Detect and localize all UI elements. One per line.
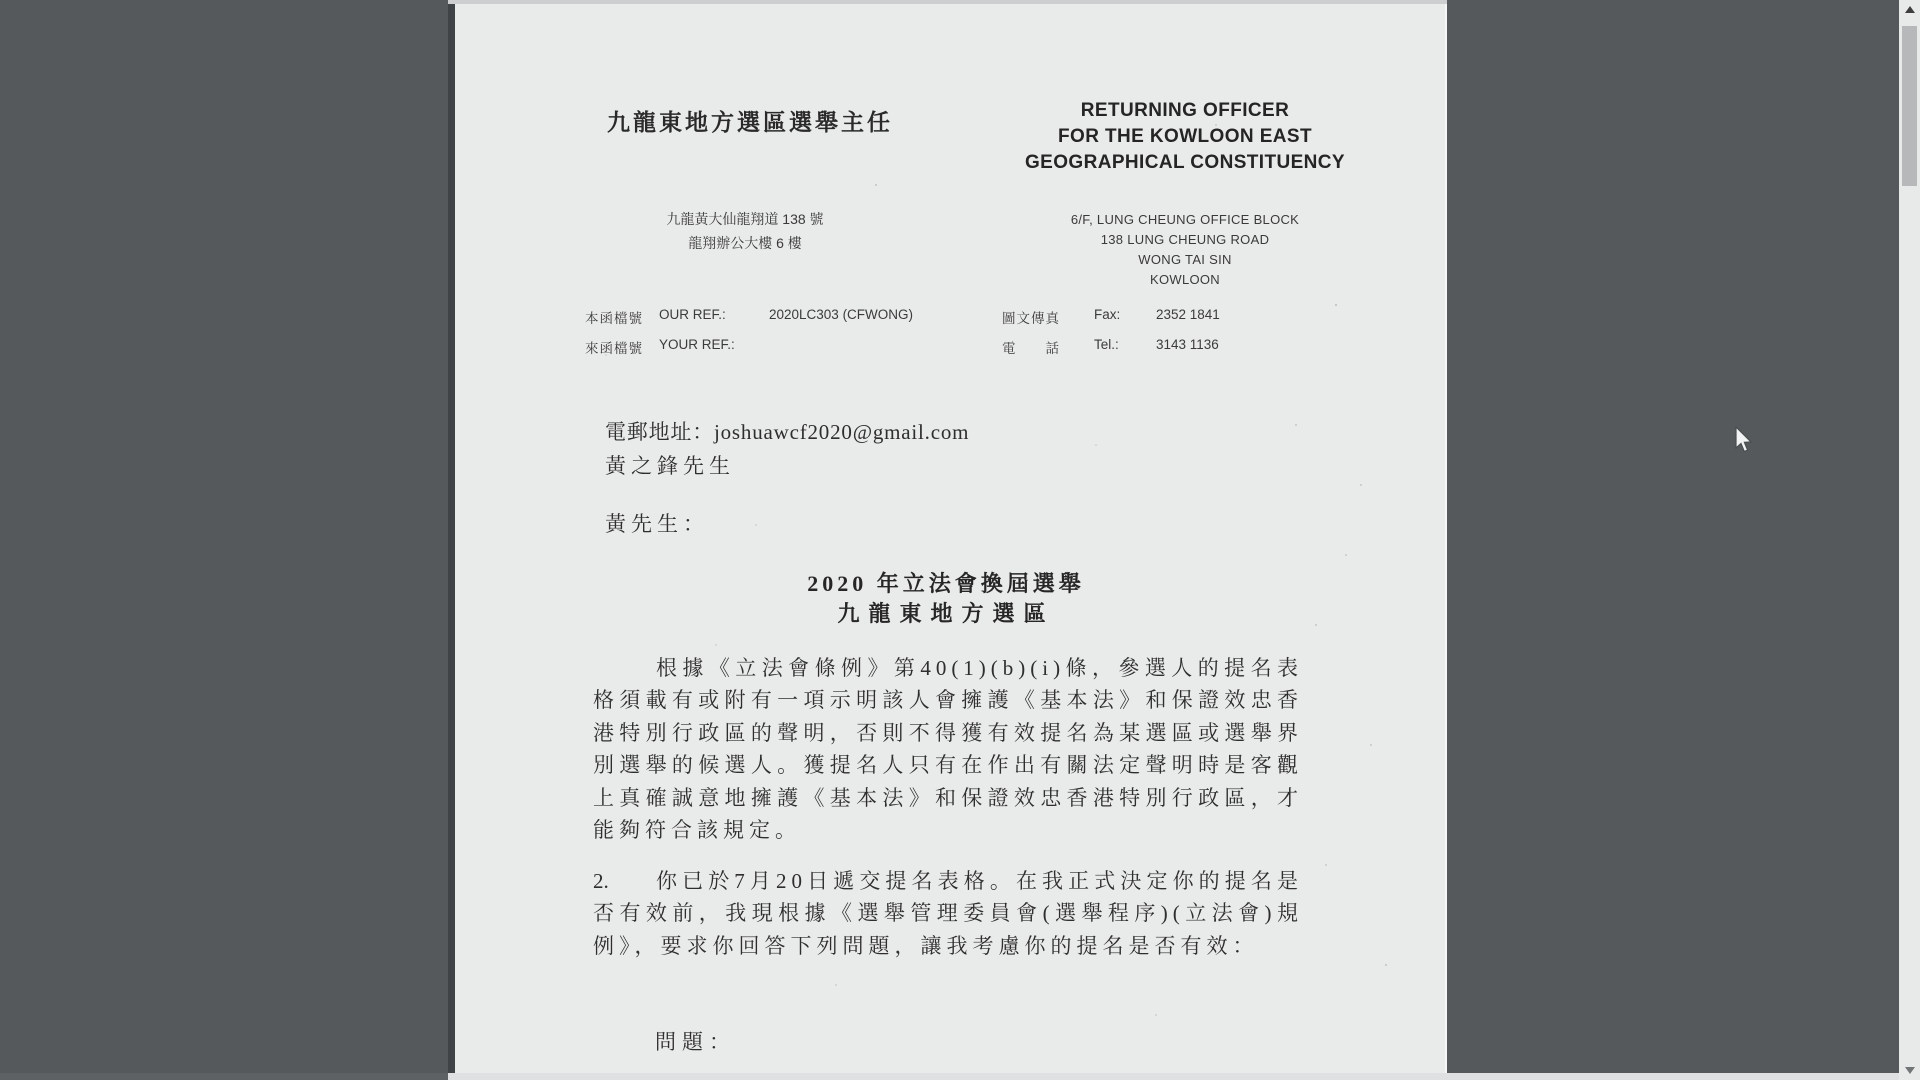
office-address-zh-line: 九龍黃大仙龍翔道 138 號 xyxy=(666,211,824,227)
office-title-en xyxy=(985,98,1385,176)
tel-value: 3143 1136 xyxy=(1156,337,1219,352)
office-address-en-line: WONG TAI SIN xyxy=(1138,252,1232,267)
document-page xyxy=(448,4,1447,1073)
office-title-en-line: FOR THE KOWLOON EAST xyxy=(1058,126,1312,147)
office-address-en-line: KOWLOON xyxy=(1150,272,1220,287)
office-address-zh-line: 龍翔辦公大樓 6 樓 xyxy=(688,235,802,251)
vertical-scrollbar-thumb[interactable] xyxy=(1902,26,1917,186)
office-address-en-line: 6/F, LUNG CHEUNG OFFICE BLOCK xyxy=(1070,212,1300,227)
vertical-scrollbar-track[interactable] xyxy=(1899,0,1920,1080)
office-address-zh xyxy=(595,207,895,255)
office-title-zh: 九龍東地方選區選舉主任 xyxy=(607,109,893,135)
scroll-down-arrow-icon[interactable] xyxy=(1905,1067,1915,1074)
our-ref-label-zh: 本函檔號 xyxy=(585,311,643,326)
question-label: 問題： xyxy=(655,1030,736,1054)
our-ref-label-en: OUR REF.: xyxy=(659,307,726,322)
paragraph-2-number: 2. xyxy=(593,869,609,893)
salutation: 黃先生： xyxy=(605,512,709,536)
recipient-email-line: 電郵地址：joshuawcf2020@gmail.com xyxy=(605,420,970,444)
subject-line-2: 九龍東地方選區 xyxy=(837,601,1055,626)
paragraph-1: 根據《立法會條例》第40(1)(b)(i)條，參選人的提名表格須載有或附有一項示明該人會擁護《基本法》和保證效忠香港特別行政區的聲明，否則不得獲有效提名為某選區或選舉界別選舉的候選人。獲提名人只有在作出有關法定聲明時是客觀上真確誠意地擁護《基本法》和保證效忠香港特別行政區，才能夠符合該規定。 xyxy=(593,656,1303,843)
fax-value: 2352 1841 xyxy=(1156,307,1220,322)
scan-noise xyxy=(455,4,457,6)
office-address-en xyxy=(1010,210,1360,290)
paragraph-2 xyxy=(593,865,1303,962)
our-ref-value: 2020LC303 (CFWONG) xyxy=(769,307,914,322)
your-ref-label-en: YOUR REF.: xyxy=(659,337,735,352)
paragraph-2-text: 你已於7月20日遞交提名表格。在我正式決定你的提名是否有效前，我現根據《選舉管理委員會(選舉程序)(立法會)規例》，要求你回答下列問題，讓我考慮你的提名是否有效： xyxy=(593,869,1303,958)
subject-block xyxy=(593,569,1299,629)
tel-label-en: Tel.: xyxy=(1094,337,1119,352)
scroll-up-arrow-icon[interactable] xyxy=(1905,6,1915,13)
horizontal-scrollbar-track[interactable] xyxy=(448,1073,1899,1080)
office-title-en-line: GEOGRAPHICAL CONSTITUENCY xyxy=(1024,152,1345,173)
fax-label-zh: 圖文傳真 xyxy=(1002,311,1060,326)
office-address-en-line: 138 LUNG CHEUNG ROAD xyxy=(1100,232,1270,247)
fax-label-en: Fax: xyxy=(1094,307,1121,322)
horizontal-scrollbar-gutter xyxy=(0,1073,448,1080)
your-ref-label-zh: 來函檔號 xyxy=(585,341,643,356)
mouse-cursor-icon xyxy=(1734,426,1756,458)
recipient-name: 黃之鋒先生 xyxy=(605,454,735,478)
subject-line-1: 2020 年立法會換屆選舉 xyxy=(807,571,1085,596)
tel-label-zh: 電 話 xyxy=(1002,341,1060,356)
office-title-en-line: RETURNING OFFICER xyxy=(1080,100,1290,121)
